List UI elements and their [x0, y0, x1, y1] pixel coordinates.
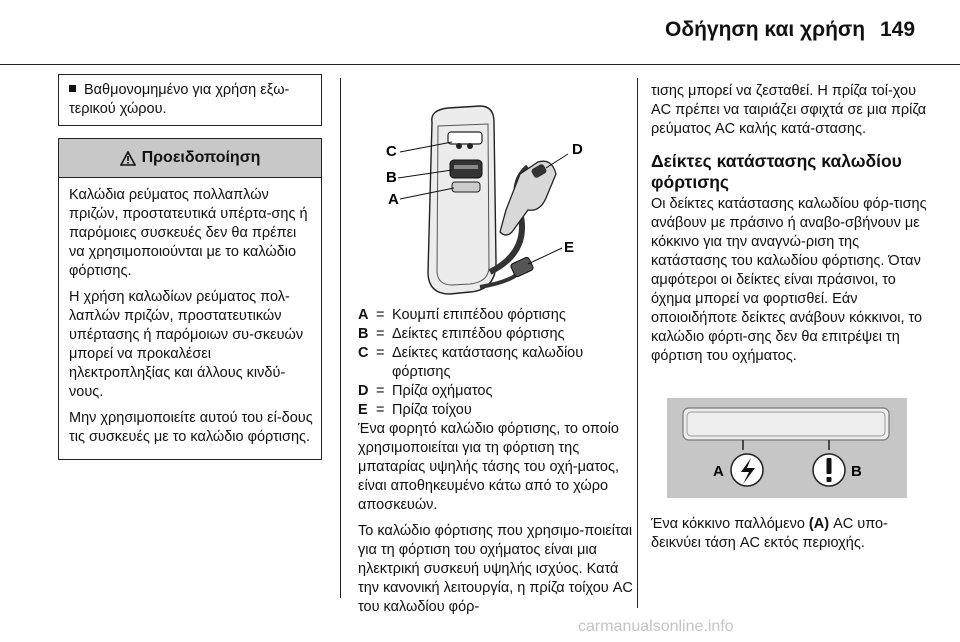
- right-paragraph: Οι δείκτες κατάστασης καλωδίου φόρ-τισης ανάβουν με πράσινο ή αναβο-σβήνουν με κόκκινο για την αναγνώ-ριση της κατάστασης του καλωδίου φόρτισης. Όταν αμφότεροι οι δείκτες είναι πράσινοι, το όχημα μπορεί να φορτισθεί. Εάν οποιοιδήποτε δείκτες ανάβουν κόκκινοι, το καλώδιο φόρτι-σης δεν θα επιτρέψει τη φόρτιση του οχήματος.: [651, 196, 927, 364]
- figure-label-b: B: [386, 169, 397, 186]
- figure-label-d: D: [572, 141, 583, 158]
- legend-text: Δείκτες επιπέδου φόρτισης: [392, 326, 565, 342]
- watermark: carmanualsonline.info: [578, 618, 734, 635]
- legend-text: Δείκτες κατάστασης καλωδίου φόρτισης: [392, 345, 584, 380]
- bullet-box: [58, 74, 322, 126]
- warning-paragraph-3: Μην χρησιμοποιείτε αυτού του εί-δους τις συσκευές με το καλώδιο φόρτισης.: [69, 410, 313, 445]
- status-label-a: A: [713, 463, 724, 480]
- bottom-paragraph: [651, 515, 927, 553]
- charging-cord-figure: [360, 82, 610, 304]
- vehicle-plug-icon: [500, 161, 556, 235]
- figure-legend: [358, 306, 633, 420]
- status-indicators-figure: [667, 398, 907, 498]
- legend-key: D: [358, 383, 369, 399]
- legend-eq: =: [376, 307, 385, 323]
- legend-eq: =: [376, 326, 385, 342]
- warning-triangle-icon: [120, 151, 136, 166]
- middle-paragraph-1: Ένα φορητό καλώδιο φόρτισης, το οποίο χρησιμοποιείται για τη φόρτιση της μπαταρίας υψηλής τάσης του οχή-ματος, είναι αποθηκευμένο κάτω από το χώρο αποσκευών.: [358, 421, 619, 513]
- middle-paragraph-2: Το καλώδιο φόρτισης που χρησιμο-ποιείται για τη φόρτιση του οχήματος είναι μια ηλεκτρική συσκευή υψηλής ισχύος. Κατά την κανονική λειτουργία, η πρίζα τοίχου AC του καλωδίου φόρ-: [358, 523, 633, 615]
- page-number: 149: [880, 18, 916, 41]
- figure-label-c: C: [386, 143, 397, 160]
- legend-key: C: [358, 345, 369, 361]
- warning-header: [59, 139, 321, 178]
- legend-row: [358, 401, 633, 420]
- header-rule: [0, 64, 960, 65]
- legend-eq: =: [376, 383, 385, 399]
- legend-eq: =: [376, 345, 385, 361]
- warning-title: Προειδοποίηση: [141, 149, 261, 166]
- figure-label-a: A: [388, 191, 399, 208]
- warning-box: [58, 138, 322, 460]
- warning-paragraph-1: Καλώδια ρεύματος πολλαπλών πριζών, προστατευτικά υπέρτα-σης ή παρόμοιες συσκευές δεν θα πρέπει να χρησιμοποιούνται με το καλώδιο φόρτισης.: [69, 187, 308, 279]
- legend-key: B: [358, 326, 369, 342]
- legend-text: Κουμπί επιπέδου φόρτισης: [392, 307, 566, 323]
- bottom-text-pre: Ένα κόκκινο παλλόμενο: [651, 516, 809, 532]
- bullet-square-icon: [69, 85, 76, 92]
- legend-key: A: [358, 307, 369, 323]
- legend-key: E: [358, 402, 368, 418]
- indicator-bar: [683, 408, 889, 440]
- figure-label-e: E: [564, 239, 575, 256]
- bottom-text-bold: (A): [808, 516, 830, 532]
- bottom-text-post: AC υπο-δεικνύει τάση AC εκτός περιοχής.: [651, 516, 888, 551]
- bottom-text: [651, 515, 927, 553]
- status-label-b: B: [851, 463, 862, 480]
- middle-text: [358, 420, 634, 624]
- legend-text: Πρίζα τοίχου: [392, 402, 472, 418]
- legend-eq: =: [376, 402, 385, 418]
- legend-text: Πρίζα οχήματος: [392, 383, 493, 399]
- legend-row: [358, 382, 633, 401]
- right-text: [651, 82, 927, 366]
- legend-row: [358, 325, 633, 344]
- wall-plug-icon: [510, 256, 534, 277]
- column-divider-right: [637, 78, 638, 608]
- column-divider-left: [340, 78, 341, 598]
- section-heading: Δείκτες κατάστασης καλωδίου φόρτισης: [651, 151, 902, 192]
- charge-level-button: [452, 182, 480, 192]
- warning-body: [59, 178, 321, 447]
- status-indicator-panel: [448, 132, 482, 144]
- legend-row: [358, 344, 633, 382]
- warning-paragraph-2: Η χρήση καλωδίων ρεύματος πολ-λαπλών πριζών, προστατευτικών υπέρτασης ή παρόμοιων συ-σκευών μπορεί να προκαλέσει ηλεκτροπληξίας και άλλους κινδύ-νους.: [69, 289, 304, 400]
- bullet-text: Βαθμονομημένο για χρήση εξω-τερικού χώρου.: [69, 82, 290, 117]
- legend-row: [358, 306, 633, 325]
- page-header-title: Οδήγηση και χρήση: [665, 18, 866, 41]
- right-continuation: τισης μπορεί να ζεσταθεί. Η πρίζα τοί-χου AC πρέπει να ταιριάζει σφιχτά σε μια πρίζα ρεύματος AC καλής κατά-στασης.: [651, 83, 927, 137]
